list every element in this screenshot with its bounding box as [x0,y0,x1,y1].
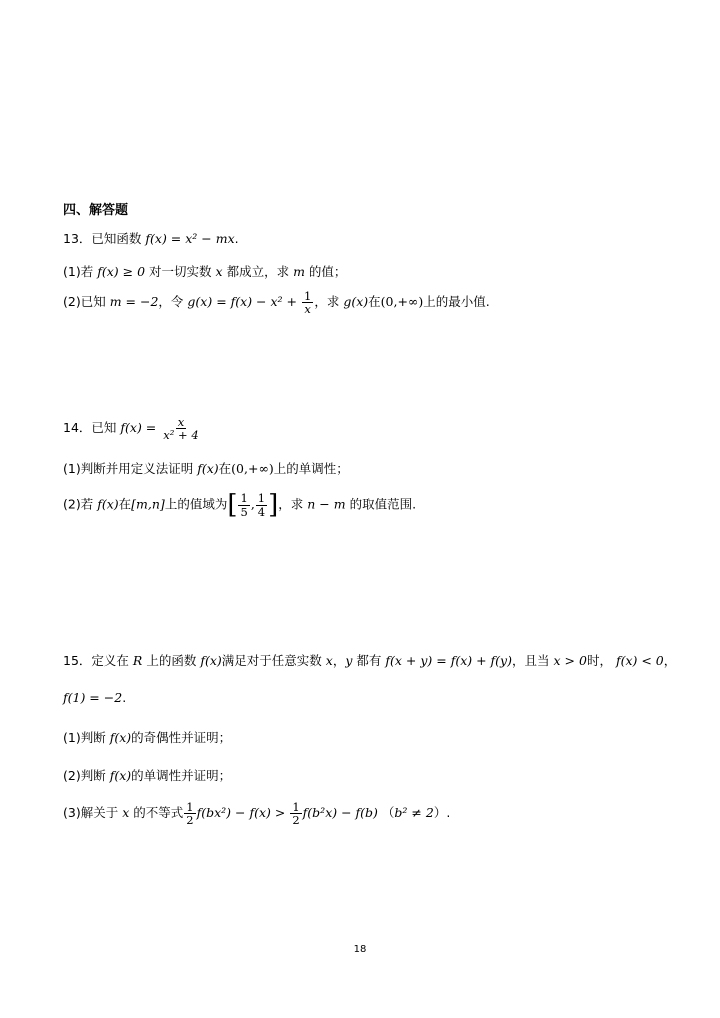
q15-stem-line1 [63,653,676,670]
q15-part1 [63,730,231,747]
q13-p1-m: m [293,264,305,279]
q15-l1-mid: 上的函数 [146,653,197,668]
q14-p2-interval: [m,n] [131,496,165,512]
q13-part2 [63,290,490,315]
q14-p2-frac-a [238,492,249,517]
q15-l1-comma: ， [332,653,346,668]
q14-p1-label: (1) [63,461,81,476]
q14-p2-label: (2) [63,496,81,512]
q13-p2-end: 上的最小值. [423,294,490,310]
q15-part2 [63,768,231,785]
q14-p2-bracket-open: [ [227,490,238,520]
q15-p3-x: x [122,805,130,821]
q15-p3-pre: 解关于 [80,805,119,821]
q15-l1-mid5: 时， [586,653,612,668]
q13-p2-pre: 已知 [80,294,106,310]
q15-l1-mid2: 满足对于任意实数 [221,653,322,668]
q14-part2 [63,492,416,518]
section-title-text: 四、解答题 [63,203,129,218]
q13-p2-frac-num: 1 [304,289,312,303]
q14-func-fraction [161,416,200,441]
q15-l1-y: y [345,653,353,668]
q15-p3-mid: 的不等式 [133,805,184,821]
q14-p1-mid: 在 [218,461,232,476]
q14-p2-a-den: 5 [240,504,248,519]
q13-p1-pre: 若 [80,264,94,279]
q13-p2-mid: ，令 [158,294,184,310]
q13-p2-fraction [302,290,313,315]
q14-p1-pre: 判断并用定义法证明 [80,461,194,476]
q14-intro: 已知 [91,420,117,436]
q14-func-den: x² + 4 [163,428,199,443]
q15-l1-equation: f(x + y) = f(x) + f(y) [385,653,512,668]
q15-p3-f1-num: 1 [186,800,194,814]
q14-p2-expr: n − m [307,496,346,512]
q15-p1-fx: f(x) [109,730,132,745]
section-title [63,202,128,220]
q15-p2-label: (2) [63,768,81,783]
q15-stem-line2 [63,690,126,707]
q15-p2-end: 的单调性并证明； [131,768,232,783]
q13-p1-label: (1) [63,264,81,279]
page-number: 18 [353,944,367,955]
q13-p2-gx: g(x) [343,294,369,310]
q15-p1-pre: 判断 [80,730,106,745]
q14-p2-mid3: ，求 [278,496,304,512]
q15-p3-f1-den: 2 [186,813,194,828]
q14-func-lhs: f(x) = [120,420,157,436]
q14-p2-a-num: 1 [240,491,248,506]
q14-p2-b-num: 1 [257,491,266,506]
q14-p1-interval: (0,+∞) [231,461,274,476]
q13-p2-mid3: 在 [368,294,381,310]
q14-p2-fx: f(x) [97,496,119,512]
q15-l1-condition: x > 0 [553,653,587,668]
q13-number: 13． [63,231,92,246]
q15-p3-expr2: f(b²x) − f(b) [302,805,378,821]
q15-l2-end: . [122,690,127,705]
q14-p2-bracket-close: ] [268,490,279,520]
q14-p2-mid2: 上的值域为 [164,496,228,512]
q15-l2-equation: f(1) = −2 [63,690,123,705]
q14-p1-end: 上的单调性； [273,461,349,476]
q13-p2-g-def: g(x) = f(x) − x² + [187,294,298,310]
q15-l1-pre: 定义在 [91,653,129,668]
q15-l1-R: R [132,653,143,668]
q13-function: f(x) = x² − mx [145,231,235,246]
q13-p1-var: x [215,264,223,279]
q14-stem [63,416,202,441]
q14-p1-fx: f(x) [197,461,219,476]
q14-p2-b-den: 4 [257,504,266,519]
q15-p3-f2-den: 2 [292,813,300,828]
q14-part1 [63,461,349,478]
q13-p1-end: 的值； [308,264,347,279]
q14-p2-end: 的取值范围. [349,496,417,512]
q13-part1 [63,264,346,281]
q15-p3-cond-post: ）. [433,805,451,821]
q15-l1-mid3: 都有 [356,653,382,668]
q15-l1-mid4: ，且当 [512,653,550,668]
q13-p2-frac-den: x [304,302,311,317]
q15-p2-fx: f(x) [109,768,132,783]
q13-end: . [234,231,239,246]
q13-p2-label: (2) [63,294,81,310]
q15-l1-x: x [325,653,333,668]
q15-p3-cond-pre: （ [381,805,395,821]
q15-p3-frac2 [290,801,301,826]
q14-number: 14． [63,420,92,436]
q13-p1-condition: f(x) ≥ 0 [97,264,146,279]
q13-p1-mid2: 都成立，求 [226,264,290,279]
q14-p2-mid: 在 [118,496,132,512]
q13-p1-mid: 对一切实数 [149,264,212,279]
q15-p1-label: (1) [63,730,81,745]
q15-p3-frac1 [184,801,195,826]
q15-p3-expr1: f(bx²) − f(x) > [196,805,286,821]
q15-p3-f2-num: 1 [292,800,300,814]
q15-part3 [63,801,450,826]
q14-p2-frac-b [256,492,267,517]
q15-p3-label: (3) [63,805,81,821]
q13-p2-mid2: ，求 [314,294,340,310]
q13-stem [63,231,239,248]
q15-l1-negative: f(x) < 0 [615,653,664,668]
q15-p3-condition: b² ≠ 2 [394,805,434,821]
q13-p2-condition: m = −2 [109,294,159,310]
q14-func-num: x [177,415,185,429]
q13-p2-interval: (0,+∞) [380,294,424,310]
q15-number: 15． [63,653,92,668]
q15-p2-pre: 判断 [80,768,106,783]
q14-p2-pre: 若 [80,496,94,512]
q13-intro: 已知函数 [91,231,142,246]
q14-p2-comma: , [250,496,255,512]
q15-l1-end: ， [663,653,677,668]
q15-l1-fx: f(x) [200,653,222,668]
q15-p1-end: 的奇偶性并证明； [131,730,232,745]
